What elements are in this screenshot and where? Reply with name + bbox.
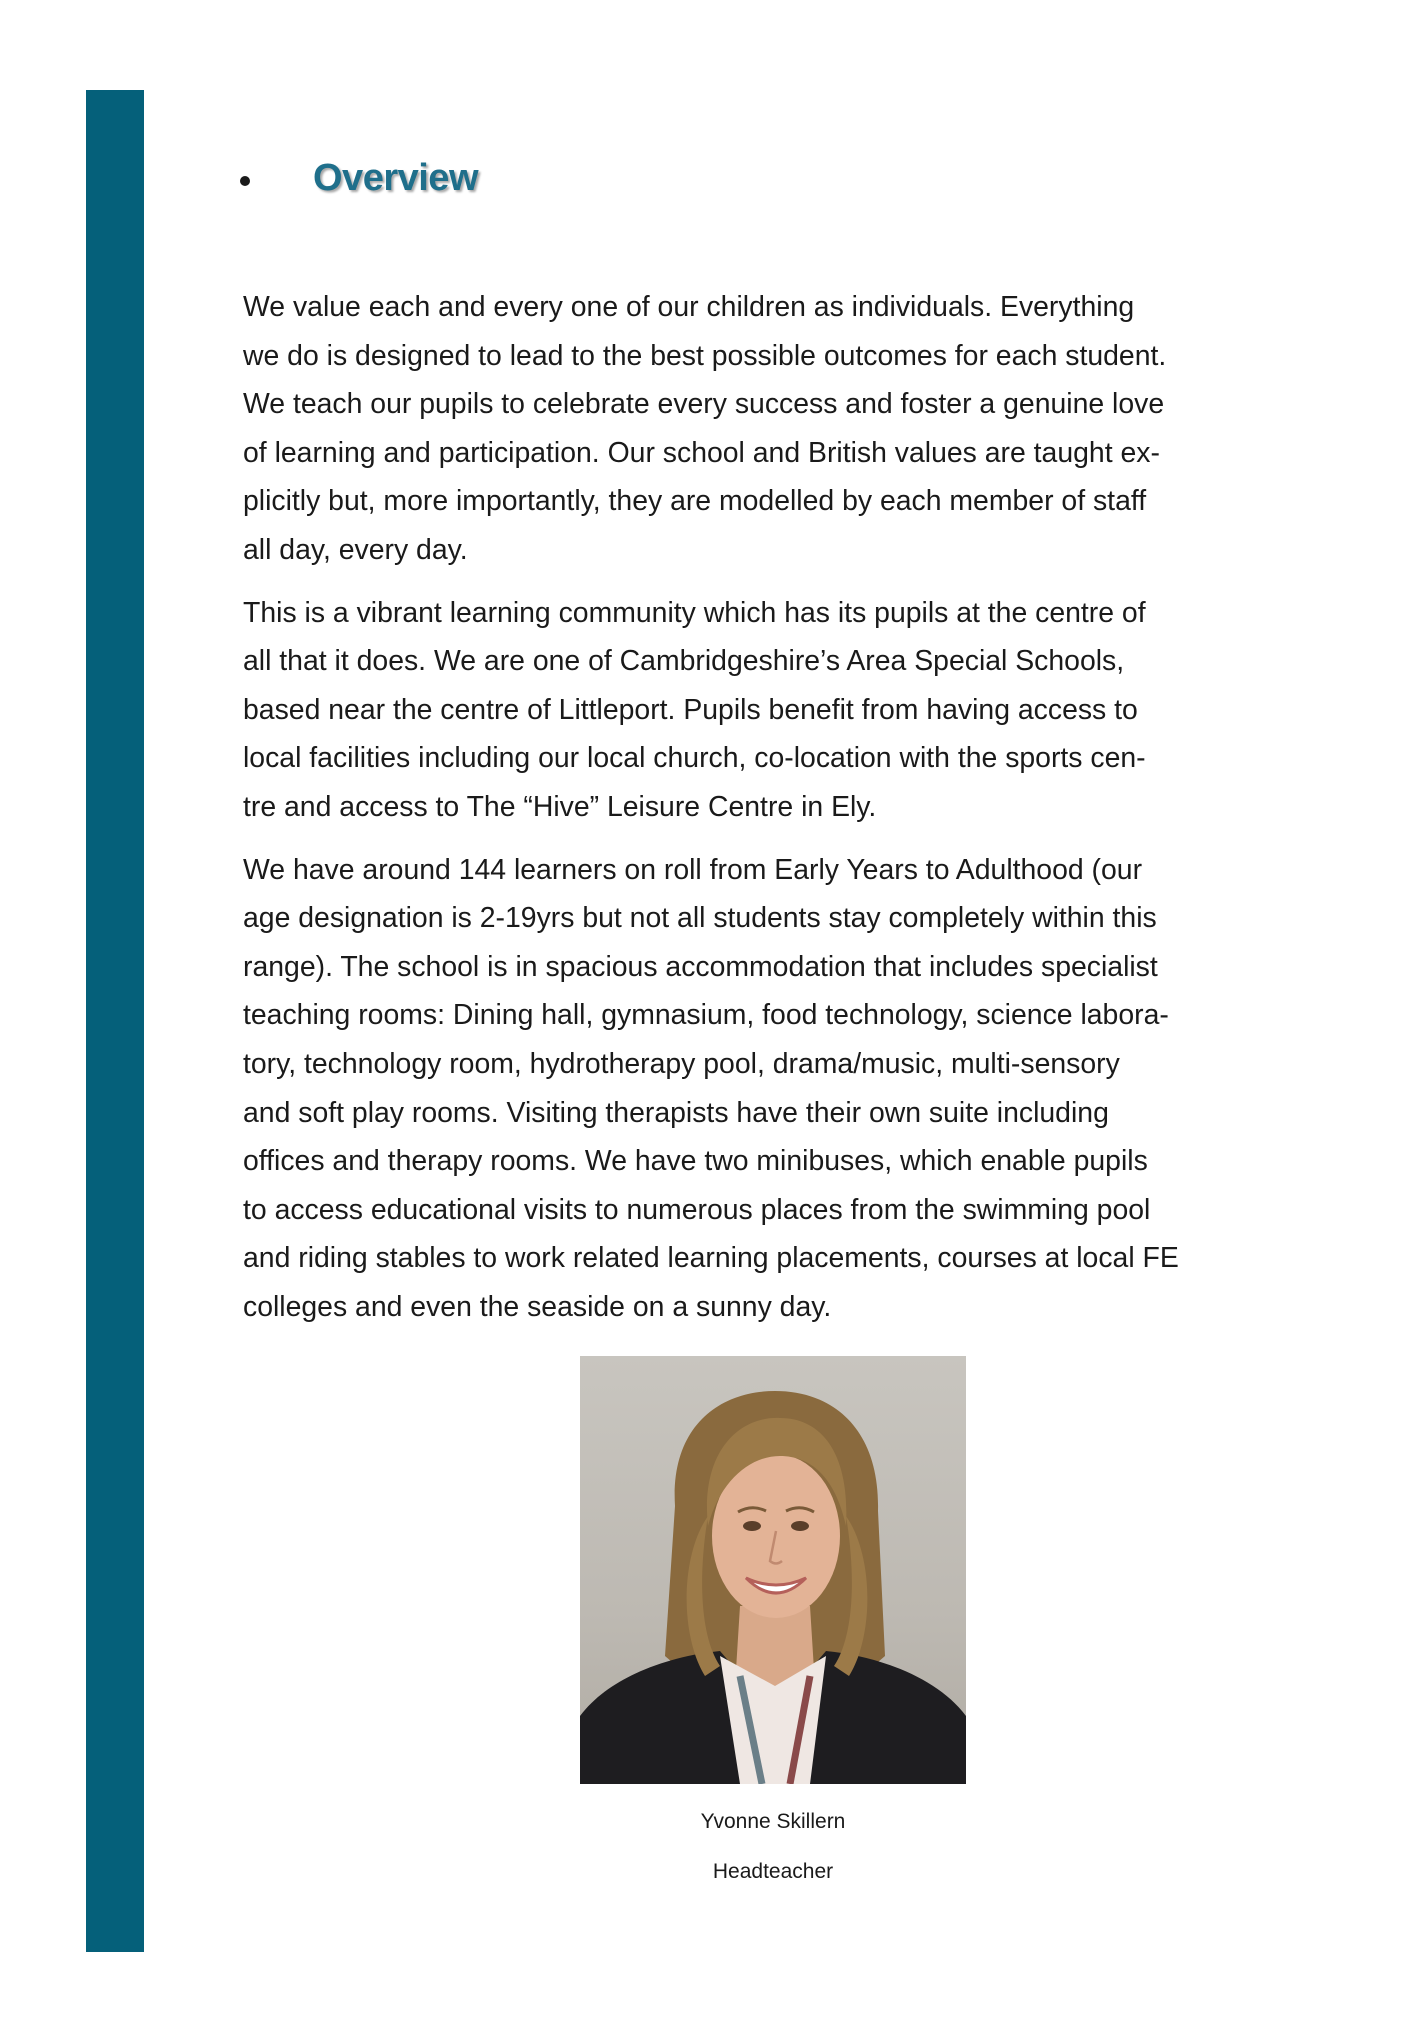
text-line: This is a vibrant learning community which has its pupils at the centre of (243, 596, 1146, 629)
text-line: local facilities including our local church, co-location with the sports cen- (243, 742, 1146, 775)
text-line: tre and access to The “Hive” Leisure Centre in Ely. (243, 790, 877, 823)
text-line: and riding stables to work related learning placements, courses at local FE (243, 1242, 1179, 1275)
heading-row (240, 148, 478, 208)
paragraph-values (243, 283, 1253, 575)
bullet-icon (240, 176, 250, 186)
text-line: tory, technology room, hydrotherapy pool, drama/music, multi-sensory (243, 1047, 1120, 1080)
text-line: range). The school is in spacious accommodation that includes specialist (243, 950, 1158, 983)
text-line: of learning and participation. Our school and British values are taught ex- (243, 436, 1160, 469)
photo-caption-role: Headteacher (712, 1860, 834, 1883)
text-line: and soft play rooms. Visiting therapists have their own suite including (243, 1096, 1109, 1129)
page-heading: Overview (313, 156, 478, 199)
paragraph-facilities (243, 846, 1253, 1332)
paragraph-community (243, 589, 1253, 832)
decorative-side-bar (86, 90, 144, 1952)
text-line: based near the centre of Littleport. Pupils benefit from having access to (243, 693, 1138, 726)
text-line: plicitly but, more importantly, they are modelled by each member of staff (243, 485, 1147, 518)
text-line: age designation is 2-19yrs but not all students stay completely within this (243, 902, 1157, 935)
text-line: We have around 144 learners on roll from Early Years to Adulthood (our (243, 853, 1143, 886)
headteacher-photo (580, 1356, 966, 1784)
text-line: all that it does. We are one of Cambridgeshire’s Area Special Schools, (243, 645, 1125, 678)
text-line: to access educational visits to numerous places from the swimming pool (243, 1193, 1151, 1226)
text-line: all day, every day. (243, 533, 468, 566)
text-line: colleges and even the seaside on a sunny day. (243, 1290, 832, 1323)
text-line: We teach our pupils to celebrate every success and foster a genuine love (243, 388, 1165, 421)
body-text (243, 283, 1253, 1345)
text-line: we do is designed to lead to the best possible outcomes for each student. (243, 339, 1167, 372)
text-line: offices and therapy rooms. We have two minibuses, which enable pupils (243, 1145, 1148, 1178)
text-line: teaching rooms: Dining hall, gymnasium, food technology, science labora- (243, 999, 1169, 1032)
photo-caption-name: Yvonne Skillern (700, 1810, 846, 1833)
text-line: We value each and every one of our children as individuals. Everything (243, 291, 1135, 323)
